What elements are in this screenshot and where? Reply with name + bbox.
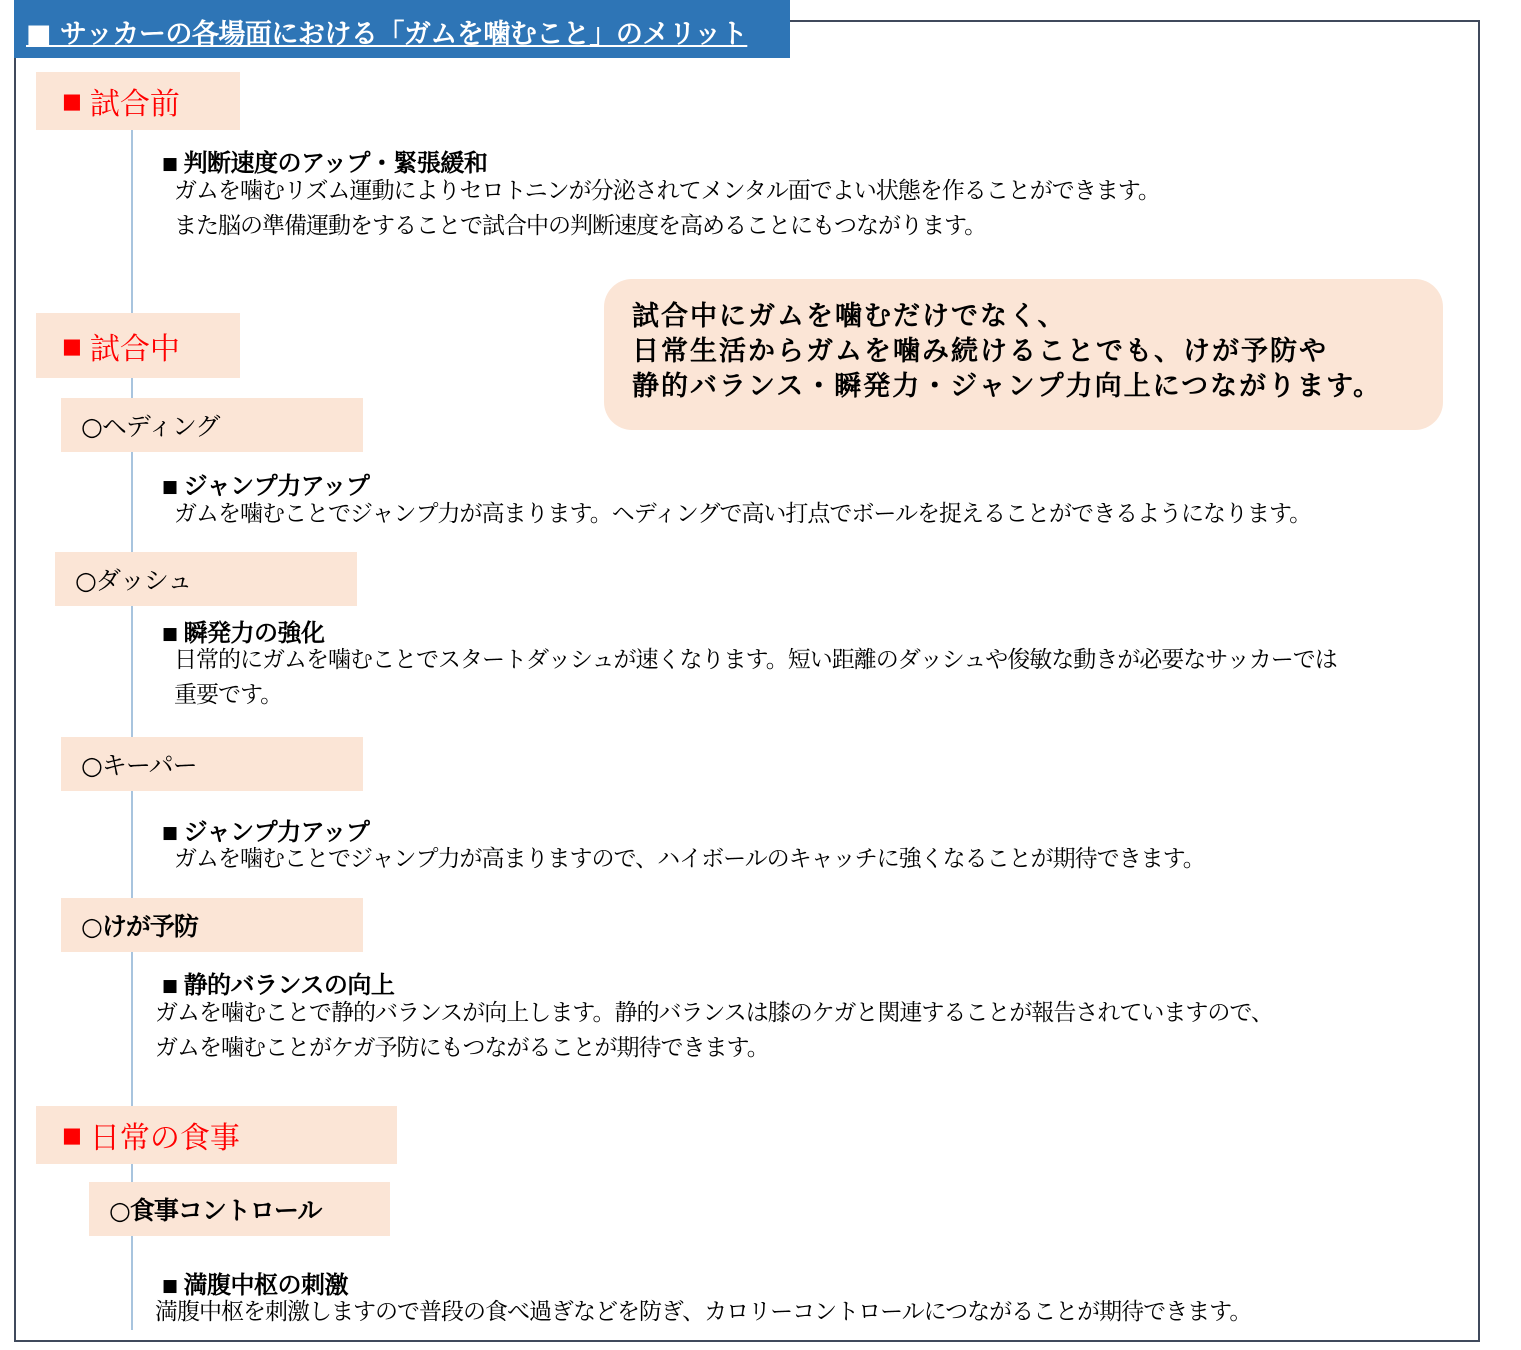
body-line: ガムを噛むことでジャンプ力が高まります。ヘディングで高い打点でボールを捉えることができるようになります。	[174, 501, 1312, 527]
body-line: また脳の準備運動をすることで試合中の判断速度を高めることにもつながります。	[174, 213, 987, 239]
heading-text: 瞬発力の強化	[183, 619, 325, 647]
title-bar	[14, 0, 790, 58]
section-label: 試合前	[89, 87, 180, 122]
sub-heading-heading	[61, 398, 363, 452]
body-line: 満腹中枢を刺激しますので普段の食べ過ぎなどを防ぎ、カロリーコントロールにつながることが期待できます。	[155, 1299, 1252, 1325]
timeline-line	[131, 791, 133, 898]
body-line: ガムを噛むことで静的バランスが向上します。静的バランスは膝のケガと関連することが報告されていますので、	[155, 1000, 1273, 1026]
square-marker: ■	[162, 477, 178, 497]
item-body	[174, 643, 1337, 713]
square-marker: ■	[162, 823, 178, 843]
square-marker: ■	[162, 154, 178, 174]
sub-heading-injury	[61, 898, 363, 952]
section-label: 試合中	[89, 331, 180, 367]
timeline-line	[131, 1164, 133, 1182]
timeline-line	[131, 130, 133, 313]
body-line: 日常的にガムを噛むことでスタートダッシュが速くなります。短い距離のダッシュや俊敏な動きが必要なサッカーでは	[174, 647, 1337, 673]
sub-label: ○ヘディング	[81, 412, 220, 441]
timeline-line	[131, 606, 133, 737]
callout-box	[604, 279, 1443, 430]
heading-text: 判断速度のアップ・緊張緩和	[183, 149, 488, 177]
item-heading	[162, 466, 369, 501]
heading-text: ジャンプ力アップ	[183, 818, 370, 846]
section-label: 日常の食事	[89, 1121, 240, 1156]
sub-label: ○食事コントロール	[109, 1196, 322, 1225]
square-marker: ■	[62, 333, 82, 358]
section-daily-meal	[36, 1106, 397, 1164]
square-marker: ■	[162, 1276, 178, 1296]
item-body	[174, 842, 1205, 877]
callout-line: 静的バランス・瞬発力・ジャンプ力向上につながります。	[632, 371, 1382, 402]
heading-text: 静的バランスの向上	[183, 971, 395, 999]
timeline-line	[131, 452, 133, 552]
item-body	[174, 174, 1160, 244]
square-marker: ■	[162, 976, 178, 996]
timeline-line	[131, 1236, 133, 1330]
square-marker: ■	[62, 1123, 82, 1147]
callout-line: 試合中にガムを噛むだけでなく、	[632, 301, 1067, 332]
sub-label: ○ダッシュ	[75, 566, 192, 595]
sub-heading-keeper	[61, 737, 363, 791]
item-body	[155, 996, 1273, 1066]
section-pre-game	[36, 72, 240, 130]
item-body	[174, 497, 1311, 532]
sub-label: ○けが予防	[81, 912, 198, 941]
item-heading	[162, 965, 394, 1000]
body-line: ガムを噛むことでジャンプ力が高まりますので、ハイボールのキャッチに強くなることが期待できます。	[174, 846, 1205, 872]
section-during-game	[36, 313, 240, 378]
square-marker: ■	[62, 89, 82, 113]
body-line: ガムを噛むリズム運動によりセロトニンが分泌されてメンタル面でよい状態を作ることができます。	[174, 178, 1160, 204]
sub-heading-dash	[55, 552, 357, 606]
heading-text: 満腹中枢の刺激	[183, 1271, 349, 1299]
item-heading	[162, 143, 487, 178]
body-line: ガムを噛むことがケガ予防にもつながることが期待できます。	[155, 1035, 769, 1061]
callout-line: 日常生活からガムを噛み続けることでも、けが予防や	[632, 336, 1328, 367]
item-body	[155, 1295, 1251, 1330]
sub-heading-meal	[89, 1182, 390, 1236]
timeline-line	[131, 378, 133, 398]
heading-text: ジャンプ力アップ	[183, 472, 370, 500]
timeline-line	[131, 952, 133, 1106]
body-line: 重要です。	[174, 682, 283, 708]
square-marker: ■	[162, 624, 178, 644]
page-title: ■ サッカーの各場面における「ガムを噛むこと」のメリット	[26, 19, 748, 50]
sub-label: ○キーパー	[81, 751, 197, 780]
